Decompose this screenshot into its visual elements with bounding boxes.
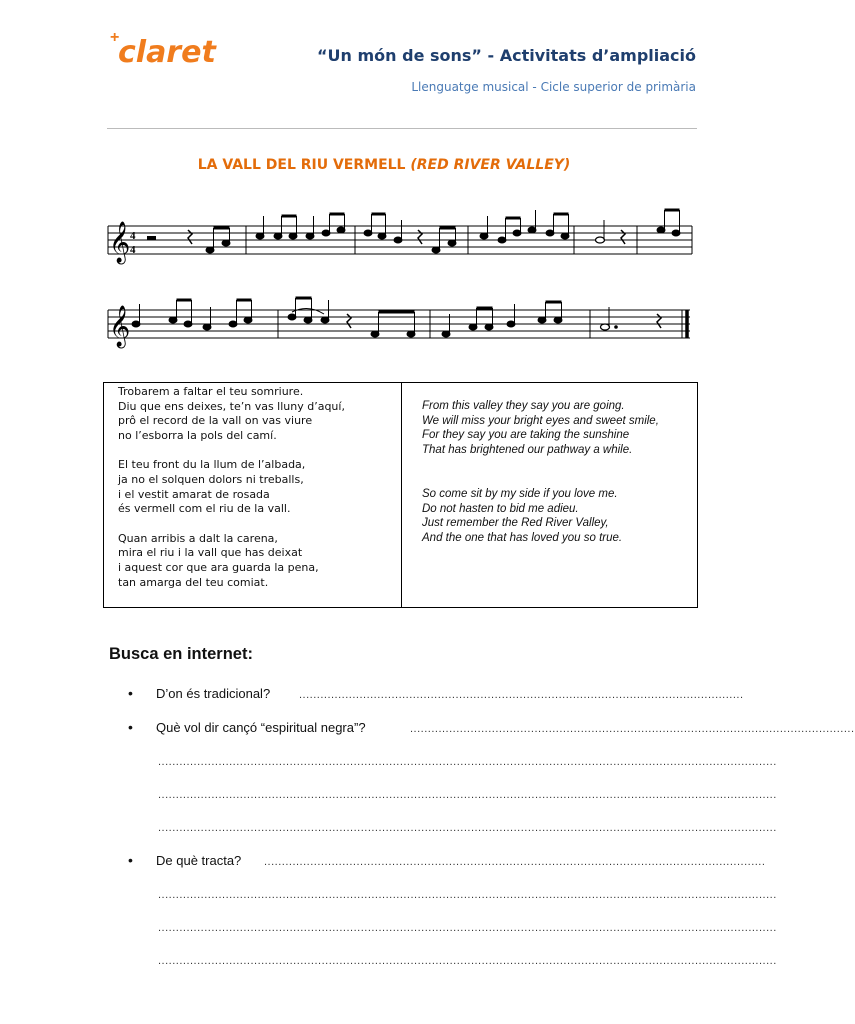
lyric-line: i aquest cor que ara guarda la pena,	[118, 561, 319, 575]
bullet: •	[128, 852, 133, 868]
lyric-line: Diu que ens deixes, te’n vas lluny d’aquí,	[118, 399, 345, 413]
lyric-line: So come sit by my side if you love me.	[422, 487, 618, 500]
song-title-main: LA VALL DEL RIU VERMELL	[197, 157, 411, 173]
music-staff-1	[100, 206, 700, 276]
treble-clef-icon: 𝄞	[109, 306, 131, 347]
lyric-line: prô el record de la vall on vas viure	[118, 414, 313, 428]
claret-logo	[106, 26, 226, 74]
lyric-line: no l’esborra la pols del camí.	[118, 429, 277, 443]
lyric-line: mira el riu i la vall que has deixat	[118, 546, 303, 560]
english-stanza-2	[422, 487, 697, 546]
lyric-line: i el vestit amarat de rosada	[118, 487, 270, 501]
answer-line[interactable]: ..............................................................................................................................................................................	[158, 922, 777, 934]
catalan-stanza-1	[118, 385, 401, 444]
lyric-line: és vermell com el riu de la vall.	[118, 502, 291, 516]
answer-line[interactable]: ..............................................................................................................................................................................	[158, 955, 777, 967]
answer-line[interactable]: ..............................................................................................................................................................................	[158, 756, 777, 768]
answer-line[interactable]: .............................................................................................................................................	[264, 856, 766, 868]
answer-line[interactable]: ..............................................................................................................................................................................	[158, 822, 777, 834]
lyric-line: Just remember the Red River Valley,	[422, 517, 609, 530]
answer-line[interactable]: .............................................................................................................................	[410, 723, 855, 735]
lyric-line: That has brightened our pathway a while.	[422, 444, 633, 457]
svg-text:+: +	[110, 29, 120, 46]
lyric-line: tan amarga del teu comiat.	[118, 575, 269, 589]
header-divider	[107, 128, 697, 129]
svg-text:4: 4	[130, 230, 136, 242]
bullet: •	[128, 719, 133, 735]
svg-text:4: 4	[130, 244, 136, 256]
question-label: Què vol dir cançó “espiritual negra”?	[156, 720, 366, 735]
lyrics-english	[402, 383, 697, 607]
lyric-line: And the one that has loved you so true.	[422, 531, 623, 544]
song-title-english: (RED RIVER VALLEY)	[410, 157, 571, 173]
lyric-line: We will miss your bright eyes and sweet smile,	[422, 414, 659, 427]
bullet: •	[128, 685, 133, 701]
answer-line[interactable]: ..............................................................................................................................................................................	[158, 789, 777, 801]
catalan-stanza-2	[118, 458, 401, 517]
music-staff-2	[100, 290, 700, 360]
treble-clef-icon: 𝄞	[109, 222, 131, 263]
lyric-line: Trobarem a faltar el teu somriure.	[118, 385, 304, 398]
question-label: De què tracta?	[156, 853, 242, 868]
lyric-line: ja no el solquen dolors ni treballs,	[118, 473, 304, 487]
question-label: D’on és tradicional?	[156, 686, 271, 701]
lyrics-table	[103, 382, 698, 608]
lyrics-catalan	[104, 383, 402, 607]
song-title	[0, 157, 768, 173]
lyric-line: El teu front du la llum de l’albada,	[118, 458, 306, 472]
lyric-line: From this valley they say you are going.	[422, 400, 625, 412]
lyric-line: For they say you are taking the sunshine	[422, 429, 630, 442]
svg-text:claret: claret	[118, 35, 216, 70]
answer-line[interactable]: .............................................................................................................................	[299, 689, 744, 701]
section-heading: Busca en internet:	[109, 645, 253, 663]
lyric-line: Do not hasten to bid me adieu.	[422, 502, 579, 515]
lyric-line: Quan arribis a dalt la carena,	[118, 531, 278, 545]
page-title: “Un món de sons” - Activitats d’ampliació	[317, 46, 696, 65]
english-stanza-1	[422, 399, 697, 458]
catalan-stanza-3	[118, 532, 401, 591]
answer-line[interactable]: ..............................................................................................................................................................................	[158, 889, 777, 901]
page-subtitle: Llenguatge musical - Cicle superior de primària	[411, 80, 696, 94]
